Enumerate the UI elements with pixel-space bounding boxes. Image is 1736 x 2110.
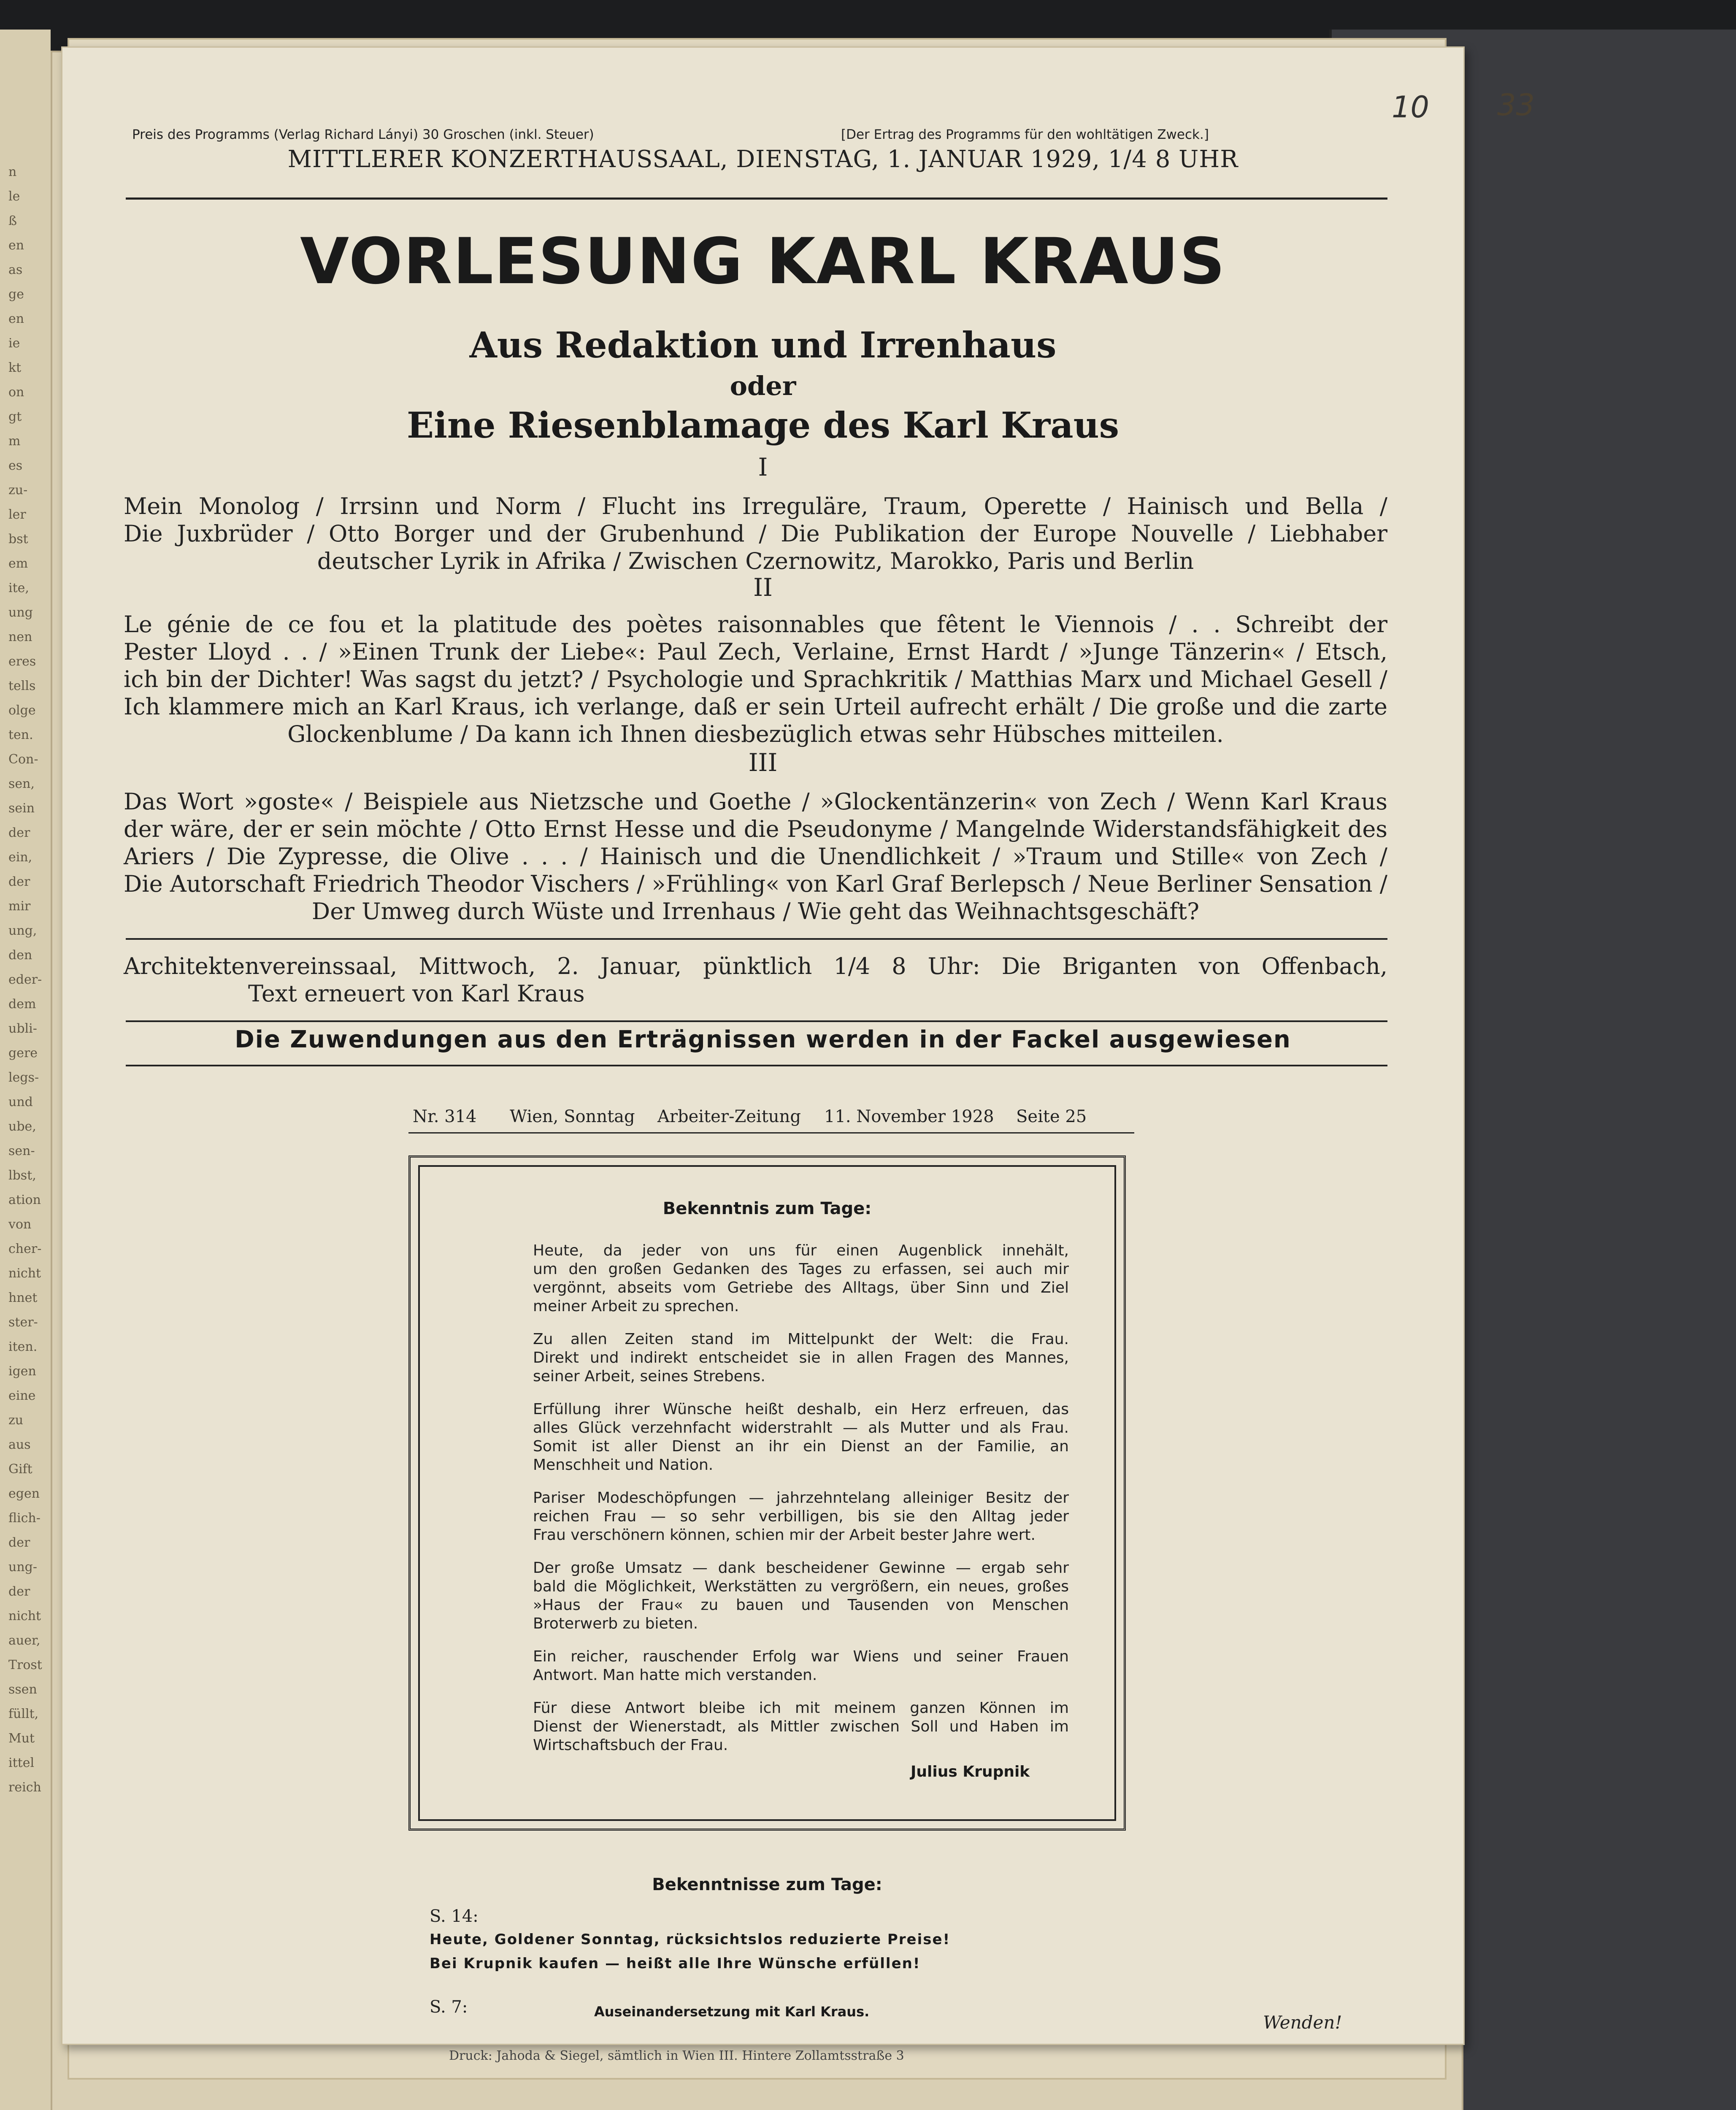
facing-page-fragment: Gift: [8, 1462, 32, 1477]
facing-page-fragment: ube,: [8, 1119, 36, 1134]
facing-page-fragment: und: [8, 1095, 33, 1109]
advert-line: Frau verschönern können, schien mir der Arbeit bester Jahre wert.: [533, 1526, 1036, 1544]
advert-line: Antwort. Man hatte mich verstanden.: [533, 1666, 817, 1684]
clipping-paper: Arbeiter-Zeitung: [657, 1107, 801, 1126]
program-line: Mein Monolog / Irrsinn und Norm / Flucht ins Irreguläre, Traum, Operette / Hainisch und Bella /: [124, 493, 1387, 519]
advert-line: meiner Arbeit zu sprechen.: [533, 1298, 739, 1315]
program-line: Die Autorschaft Friedrich Theodor Vischers / »Frühling« von Karl Graf Berlepsch / Neue Berliner Sensation /: [124, 871, 1387, 897]
facing-page-fragment: nen: [8, 630, 32, 644]
program-line: ich bin der Dichter! Was sagst du jetzt? / Psychologie und Sprachkritik / Matthias Marx und Michael Gesell /: [124, 666, 1387, 693]
facing-page-fragment: eres: [8, 654, 36, 669]
subtitle: Aus Redaktion und Irrenhaus: [469, 324, 1057, 366]
program-sheet: [61, 46, 1535, 2045]
quote-heading: Bekenntnisse zum Tage:: [652, 1875, 882, 1894]
facing-page-fragment: olge: [8, 703, 36, 718]
rule: [126, 1020, 1387, 1022]
advert-line: Erfüllung ihrer Wünsche heißt deshalb, ein Herz erfreuen, das: [533, 1401, 1069, 1418]
clipping-place: Wien, Sonntag: [510, 1107, 635, 1126]
rule: [126, 197, 1387, 200]
facing-page-fragment: bst: [8, 532, 28, 546]
facing-page-fragment: em: [8, 556, 28, 571]
facing-page-fragment: m: [8, 434, 21, 449]
advert-line: Somit ist aller Dienst an ihr ein Dienst an der Familie, an: [533, 1438, 1069, 1455]
facing-page-fragment: kt: [8, 360, 22, 375]
rule: [126, 938, 1387, 940]
facing-page-fragment: nicht: [8, 1609, 41, 1623]
program-line: der wäre, der er sein möchte / Otto Ernst Hesse und die Pseudonyme / Mangelnde Widerstandsfähigkeit des: [124, 816, 1387, 842]
facing-page-fragment: auer,: [8, 1633, 41, 1648]
facing-page-fragment: ung: [8, 605, 33, 620]
section-numeral: III: [748, 748, 778, 777]
section-numeral: I: [758, 453, 768, 482]
facing-page-fragment: le: [8, 189, 20, 204]
facing-page-fragment: tells: [8, 679, 36, 693]
clipping-number: Nr. 314: [413, 1107, 477, 1126]
advert-line: Zu allen Zeiten stand im Mittelpunkt der Welt: die Frau.: [533, 1331, 1069, 1348]
rule: [126, 1065, 1387, 1066]
facing-page-fragment: Trost: [8, 1658, 42, 1672]
program-line: Der Umweg durch Wüste und Irrenhaus / Wie geht das Weihnachtsgeschäft?: [311, 898, 1200, 925]
facing-page-fragment: ster-: [8, 1315, 38, 1330]
proceeds-banner: Die Zuwendungen aus den Erträgnissen werden in der Fackel ausgewiesen: [235, 1026, 1291, 1053]
facing-page-fragment: legs-: [8, 1070, 39, 1085]
facing-page-fragment: ler: [8, 507, 26, 522]
page-title: VORLESUNG KARL KRAUS: [300, 225, 1226, 298]
advert-line: alles Glück verzehnfacht widerstrahlt — als Mutter und als Frau.: [533, 1419, 1069, 1436]
facing-page-fragment: lbst,: [8, 1168, 36, 1183]
facing-page-fragment: füllt,: [8, 1707, 39, 1721]
facing-page-fragment: Mut: [8, 1731, 35, 1746]
facing-page-fragment: sen,: [8, 776, 35, 791]
facing-page-fragment: en: [8, 238, 24, 253]
proceeds-note: [Der Ertrag des Programms für den wohltätigen Zweck.]: [841, 127, 1209, 142]
quoted-line: Bei Krupnik kaufen — heißt alle Ihre Wünsche erfüllen!: [430, 1955, 921, 1972]
facing-page-fragment: on: [8, 385, 24, 400]
subtitle-connector: oder: [730, 371, 796, 401]
facing-page-fragment: cher-: [8, 1242, 42, 1256]
program-line: Das Wort »goste« / Beispiele aus Nietzsche und Goethe / »Glockentänzerin« von Zech / Wenn Karl Kraus: [124, 788, 1387, 815]
facing-page-fragment: igen: [8, 1364, 36, 1379]
clipping-date: 11. November 1928: [824, 1107, 994, 1126]
program-line: Ich klammere mich an Karl Kraus, ich verlange, daß er sein Urteil aufrecht erhält / Die große und die zarte: [124, 693, 1387, 720]
program-line: Glockenblume / Da kann ich Ihnen diesbezüglich etwas sehr Hübsches mitteilen.: [287, 721, 1224, 747]
page-ref: S. 14:: [430, 1907, 479, 1926]
facing-page-fragment: as: [8, 262, 23, 277]
facing-page-fragment: reich: [8, 1780, 41, 1795]
program-line: Pester Lloyd . . / »Einen Trunk der Liebe«: Paul Zech, Verlaine, Ernst Hardt / »Junge Tänzerin« / Etsch,: [124, 638, 1387, 665]
facing-page-fragment: ittel: [8, 1756, 35, 1770]
section-numeral: II: [753, 573, 773, 602]
facing-page-fragment: sein: [8, 801, 35, 816]
facing-page-fragment: ssen: [8, 1682, 37, 1697]
advert-line: um den großen Gedanken des Tages zu erfassen, sei auch mir: [533, 1261, 1069, 1278]
advert-line: vergönnt, abseits vom Getriebe des Alltags, über Sinn und Ziel: [533, 1279, 1069, 1296]
advert-line: Broterwerb zu bieten.: [533, 1615, 698, 1632]
facing-page-fragment: ite,: [8, 581, 29, 595]
advert-heading: Bekenntnis zum Tage:: [662, 1199, 872, 1218]
clipping-page: Seite 25: [1016, 1107, 1087, 1126]
facing-page-fragment: ie: [8, 336, 20, 351]
facing-page-fragment: eder-: [8, 972, 42, 987]
facing-page-fragment: ung-: [8, 1560, 37, 1574]
price-note: Preis des Programms (Verlag Richard Lányi) 30 Groschen (inkl. Steuer): [132, 127, 594, 142]
advert-line: Für diese Antwort bleibe ich mit meinem ganzen Können im: [533, 1699, 1069, 1717]
facing-page-fragment: der: [8, 1535, 30, 1550]
announcement-line: Architektenvereinssaal, Mittwoch, 2. Januar, pünktlich 1/4 8 Uhr: Die Briganten von Offenbach,: [124, 953, 1387, 979]
advert-line: seiner Arbeit, seines Strebens.: [533, 1368, 765, 1385]
printer-line: Druck: Jahoda & Siegel, sämtlich in Wien III. Hintere Zollamtsstraße 3: [449, 2048, 904, 2063]
facing-page-fragment: ung,: [8, 923, 37, 938]
facing-page-fragment: hnet: [8, 1290, 38, 1305]
facing-page-fragment: eine: [8, 1388, 36, 1403]
advert-line: Pariser Modeschöpfungen — jahrzehntelang alleiniger Besitz der: [533, 1489, 1069, 1507]
advert-line: Ein reicher, rauschender Erfolg war Wiens und seiner Frauen: [533, 1648, 1069, 1665]
advert-line: bald die Möglichkeit, Werkstätten zu vergrößern, ein neues, großes: [533, 1578, 1069, 1595]
facing-page-fragment: mir: [8, 899, 31, 914]
facing-page-fragment: ein,: [8, 850, 32, 865]
advert-line: Dienst der Wienerstadt, als Mittler zwischen Soll und Haben im: [533, 1718, 1069, 1735]
advert-line: reichen Frau — so sehr verbilligen, bis sie den Alltag jeder: [533, 1508, 1069, 1525]
rule: [408, 1132, 1134, 1133]
advert-line: Menschheit und Nation.: [533, 1456, 714, 1474]
facing-page-fragment: nicht: [8, 1266, 41, 1281]
facing-page-fragment: ß: [8, 214, 17, 228]
quoted-line: Heute, Goldener Sonntag, rücksichtslos reduzierte Preise!: [430, 1931, 951, 1948]
facing-page-fragment: ation: [8, 1193, 41, 1207]
advert-line: »Haus der Frau« zu bauen und Tausenden von Menschen: [533, 1596, 1069, 1614]
facing-page-fragment: zu: [8, 1413, 24, 1428]
facing-page-fragment: aus: [8, 1437, 31, 1452]
advert-line: Heute, da jeder von uns für einen Augenblick innehält,: [533, 1242, 1069, 1259]
facing-page-fragment: ge: [8, 287, 24, 302]
facing-page-fragment: egen: [8, 1486, 40, 1501]
advert-line: Direkt und indirekt entscheidet sie in allen Fragen des Mannes,: [533, 1349, 1069, 1366]
advert-line: Wirtschaftsbuch der Frau.: [533, 1737, 728, 1754]
venue-line: MITTLERER KONZERTHAUSSAAL, DIENSTAG, 1. JANUAR 1929, 1/4 8 UHR: [287, 146, 1238, 173]
program-line: deutscher Lyrik in Afrika / Zwischen Czernowitz, Marokko, Paris und Berlin: [317, 548, 1194, 574]
program-line: Le génie de ce fou et la platitude des poètes raisonnables que fêtent le Viennois / . . Schreibt der: [124, 611, 1387, 638]
facing-page-fragment: sen-: [8, 1144, 35, 1158]
folio-number: 33: [1497, 88, 1535, 122]
turn-over-note: Wenden!: [1263, 2012, 1342, 2033]
folio-number: 10: [1392, 90, 1430, 124]
quoted-line: Auseinandersetzung mit Karl Kraus.: [594, 2004, 870, 2020]
facing-page-fragment: der: [8, 825, 30, 840]
facing-page-fragment: en: [8, 311, 24, 326]
facing-page-fragment: ubli-: [8, 1021, 37, 1036]
facing-page-fragment: dem: [8, 997, 36, 1012]
facing-page-fragment: ten.: [8, 728, 33, 742]
facing-page-fragment: flich-: [8, 1511, 41, 1526]
facing-page-fragment: den: [8, 948, 32, 963]
facing-page-fragment: zu-: [8, 483, 28, 498]
facing-page-fragment: n: [8, 165, 17, 179]
facing-page-edge: [0, 30, 51, 2110]
facing-page-fragment: es: [8, 458, 23, 473]
announcement-line: Text erneuert von Karl Kraus: [248, 980, 585, 1007]
facing-page-fragment: der: [8, 874, 30, 889]
program-line: Ariers / Die Zypresse, die Olive . . . / Hainisch und die Unendlichkeit / »Traum und Stille« von Zech /: [124, 843, 1387, 870]
facing-page-fragment: der: [8, 1584, 30, 1599]
facing-page-fragment: iten.: [8, 1339, 38, 1354]
facing-page-fragment: gt: [8, 409, 22, 424]
page-ref: S. 7:: [430, 1997, 468, 2017]
facing-page-fragment: von: [8, 1217, 32, 1232]
program-line: Die Juxbrüder / Otto Borger und der Grubenhund / Die Publikation der Europe Nouvelle / Liebhaber: [124, 520, 1387, 547]
advert-signature: Julius Krupnik: [911, 1763, 1030, 1780]
facing-page-fragment: gere: [8, 1046, 38, 1060]
subtitle: Eine Riesenblamage des Karl Kraus: [406, 404, 1119, 446]
advert-line: Der große Umsatz — dank bescheidener Gewinne — ergab sehr: [533, 1559, 1069, 1577]
facing-page-fragment: Con-: [8, 752, 38, 767]
